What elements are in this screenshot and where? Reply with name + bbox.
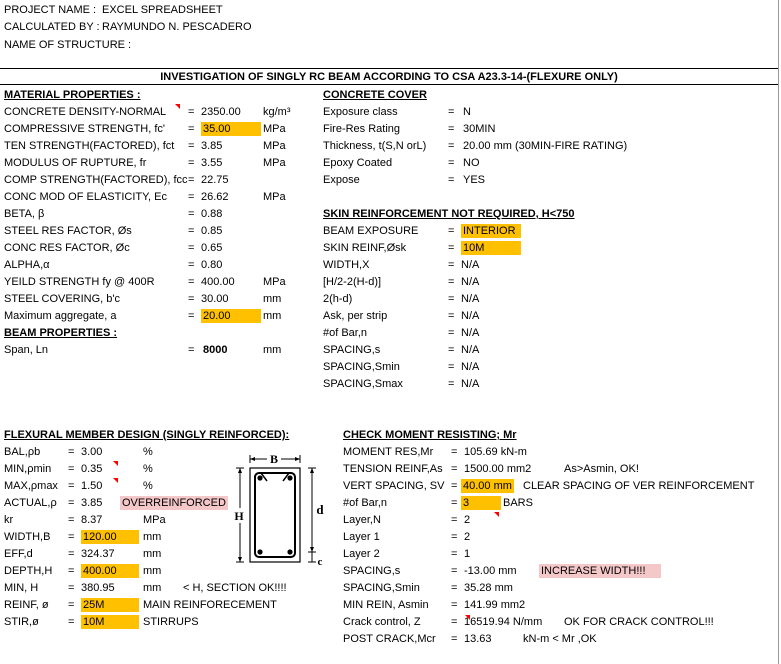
moment-row-note: INCREASE WIDTH!!!	[539, 564, 661, 578]
moment-row-value[interactable]: 13.63	[464, 633, 492, 645]
flexural-row-label: ACTUAL,ρ	[4, 497, 57, 509]
skin-reinforcement-heading: SKIN REINFORCEMENT NOT REQUIRED, H<750	[323, 208, 575, 220]
flexural-row-unit: MAIN REINFORECEMENT	[143, 599, 277, 611]
flexural-row-eq: =	[68, 548, 75, 560]
flexural-row-eq: =	[68, 616, 75, 628]
material-row-eq: =	[188, 208, 195, 220]
material-row-value[interactable]: 0.65	[201, 242, 223, 254]
comment-marker-icon	[113, 461, 118, 466]
moment-row-note: kN-m < Mr ,OK	[523, 633, 597, 645]
material-row-label: MODULUS OF RUPTURE, fr	[4, 157, 147, 169]
material-row-label: BETA, β	[4, 208, 45, 220]
cover-row-value[interactable]: YES	[463, 174, 486, 186]
title-border-top	[0, 68, 778, 69]
material-row-unit: MPa	[263, 140, 286, 152]
moment-row-eq: =	[451, 463, 458, 475]
material-row-value[interactable]: 0.80	[201, 259, 223, 271]
cover-row-label: Thickness, t(S,N orL)	[323, 140, 427, 152]
comment-marker-icon	[494, 512, 499, 517]
moment-row-label: TENSION REINF,As	[343, 463, 443, 475]
flexural-row-value[interactable]: 120.00	[81, 530, 139, 544]
skin-row-value[interactable]: N/A	[461, 276, 480, 288]
moment-row-value[interactable]: 2	[464, 531, 471, 543]
moment-row-note: As>Asmin, OK!	[564, 463, 639, 475]
moment-row-eq: =	[451, 565, 458, 577]
cover-row-eq: =	[448, 106, 455, 118]
skin-row-value[interactable]: N/A	[461, 378, 480, 390]
moment-row-eq: =	[451, 599, 458, 611]
flexural-row-eq: =	[68, 446, 75, 458]
skin-row-eq: =	[448, 310, 455, 322]
dim-d-label: d	[316, 502, 324, 517]
skin-row-eq: =	[448, 361, 455, 373]
span-value[interactable]: 8000	[203, 344, 228, 356]
moment-row-value[interactable]: 2	[464, 514, 471, 526]
skin-row-label: BEAM EXPOSURE	[323, 225, 419, 237]
material-row-label: COMPRESSIVE STRENGTH, fc'	[4, 123, 166, 135]
skin-row-eq: =	[448, 327, 455, 339]
cover-row-eq: =	[448, 140, 455, 152]
cover-row-eq: =	[448, 123, 455, 135]
material-row-value[interactable]: 3.85	[201, 140, 223, 152]
cover-row-value[interactable]: NO	[463, 157, 480, 169]
moment-row-value[interactable]: 1500.00 mm2	[464, 463, 532, 475]
flexural-row-label: WIDTH,B	[4, 531, 51, 543]
moment-row-value[interactable]: 40.00 mm	[463, 480, 512, 492]
skin-row-value[interactable]: INTERIOR	[461, 224, 521, 238]
material-properties-heading: MATERIAL PROPERTIES :	[4, 89, 141, 101]
material-row-label: Maximum aggregate, a	[4, 310, 117, 322]
moment-row-label: Layer,N	[343, 514, 381, 526]
skin-row-label: SPACING,s	[323, 344, 381, 356]
skin-row-label: SKIN REINF,Øsk	[323, 242, 407, 254]
flexural-row-label: MAX,ρmax	[4, 480, 58, 492]
skin-row-eq: =	[448, 293, 455, 305]
material-row-unit: mm	[263, 293, 282, 305]
flexural-row-eq: =	[68, 599, 75, 611]
material-row-value[interactable]: 0.88	[201, 208, 223, 220]
comment-marker-icon	[113, 478, 118, 483]
calculated-by-label: CALCULATED BY :	[4, 21, 100, 33]
material-row-label: COMP STRENGTH(FACTORED), fcc	[4, 174, 188, 186]
material-row-eq: =	[188, 276, 195, 288]
material-row-label: YEILD STRENGTH fy @ 400R	[4, 276, 155, 288]
moment-row-label: MIN REIN, Asmin	[343, 599, 429, 611]
flexural-row-eq: =	[68, 582, 75, 594]
moment-row-eq: =	[451, 497, 458, 509]
material-row-unit: MPa	[263, 157, 286, 169]
moment-row-eq: =	[451, 446, 458, 458]
moment-row-eq: =	[451, 480, 458, 492]
skin-row-eq: =	[448, 344, 455, 356]
material-row-eq: =	[188, 123, 195, 135]
material-row-value[interactable]: 35.00	[201, 122, 261, 136]
flexural-row-value[interactable]: 0.35	[81, 463, 103, 475]
material-row-value[interactable]: 22.75	[201, 174, 229, 186]
cover-row-value[interactable]: N	[463, 106, 471, 118]
flexural-row-unit: STIRRUPS	[143, 616, 199, 628]
flexural-row-eq: =	[68, 480, 75, 492]
skin-row-label: WIDTH,X	[323, 259, 370, 271]
flexural-row-label: REINF, ø	[4, 599, 49, 611]
flexural-row-label: BAL,ρb	[4, 446, 41, 458]
concrete-cover-heading: CONCRETE COVER	[323, 89, 427, 101]
comment-marker-icon	[175, 104, 180, 109]
moment-row-eq: =	[451, 548, 458, 560]
beam-section-diagram	[228, 448, 332, 574]
flexural-row-label: STIR,ø	[4, 616, 39, 628]
moment-row-note: OK FOR CRACK CONTROL!!!	[564, 616, 714, 628]
moment-row-label: SPACING,Smin	[343, 582, 420, 594]
moment-row-label: Layer 1	[343, 531, 380, 543]
moment-row-label: Crack control, Z	[343, 616, 421, 628]
material-row-value[interactable]: 2350.00	[201, 106, 241, 118]
flexural-row-eq: =	[68, 497, 75, 509]
flexural-row-value[interactable]: 324.37	[81, 548, 115, 560]
moment-row-note: BARS	[503, 497, 533, 509]
flexural-row-unit: mm	[143, 531, 162, 543]
sheet-title: INVESTIGATION OF SINGLY RC BEAM ACCORDING TO CSA A23.3-14-(FLEXURE ONLY)	[160, 71, 618, 83]
skin-row-eq: =	[448, 378, 455, 390]
skin-row-value[interactable]: N/A	[461, 259, 480, 271]
beam-properties-heading: BEAM PROPERTIES :	[4, 327, 118, 339]
flexural-row-eq: =	[68, 514, 75, 526]
skin-row-label: 2(h-d)	[323, 293, 353, 305]
flexural-row-label: MIN, H	[4, 582, 39, 594]
moment-row-eq: =	[451, 531, 458, 543]
material-row-label: STEEL RES FACTOR, Øs	[4, 225, 132, 237]
flexural-row-value[interactable]: 3.00	[81, 446, 103, 458]
flexural-row-eq: =	[68, 531, 75, 543]
material-row-value[interactable]: 3.55	[201, 157, 223, 169]
cover-row-label: Expose	[323, 174, 360, 186]
flexural-row-note: < H, SECTION OK!!!!	[183, 582, 287, 594]
flexural-row-label: MIN,ρmin	[4, 463, 52, 475]
material-row-eq: =	[188, 157, 195, 169]
title-border-bottom	[0, 84, 778, 85]
skin-row-value[interactable]: N/A	[461, 327, 480, 339]
moment-row-eq: =	[451, 633, 458, 645]
material-row-eq: =	[188, 191, 195, 203]
moment-row-value[interactable]: 16519.94 N/mm	[464, 616, 543, 628]
flexural-row-unit: mm	[143, 565, 162, 577]
material-row-unit: MPa	[263, 276, 286, 288]
material-row-unit: MPa	[263, 191, 286, 203]
moment-row-label: POST CRACK,Mcr	[343, 633, 436, 645]
skin-row-value[interactable]: N/A	[461, 293, 480, 305]
moment-row-value[interactable]: 1	[464, 548, 471, 560]
dim-h-label: H	[234, 509, 244, 523]
moment-row-eq: =	[451, 616, 458, 628]
cover-row-eq: =	[448, 157, 455, 169]
moment-row-label: VERT SPACING, SV	[343, 480, 445, 492]
cover-row-eq: =	[448, 174, 455, 186]
flexural-row-value[interactable]: 8.37	[81, 514, 103, 526]
skin-row-value[interactable]: N/A	[461, 310, 480, 322]
moment-row-label: #of Bar,n	[343, 497, 388, 509]
material-row-label: STEEL COVERING, b'c	[4, 293, 120, 305]
dim-b-label: B	[269, 452, 279, 466]
moment-row-value[interactable]: 3	[461, 496, 501, 510]
flexural-row-label: DEPTH,H	[4, 565, 53, 577]
skin-row-label: #of Bar,n	[323, 327, 368, 339]
moment-row-label: SPACING,s	[343, 565, 401, 577]
material-row-label: ALPHA,α	[4, 259, 50, 271]
cover-row-value[interactable]: 20.00 mm (30MIN-FIRE RATING)	[463, 140, 628, 152]
structure-name-label: NAME OF STRUCTURE :	[4, 39, 132, 51]
moment-row-value[interactable]: -13.00 mm	[464, 565, 517, 577]
project-name-label: PROJECT NAME :	[4, 4, 97, 16]
moment-row-note: CLEAR SPACING OF VER REINFORCEMENT	[523, 480, 755, 492]
sheet-border	[778, 0, 779, 664]
moment-check-heading: CHECK MOMENT RESISTING; Mr	[343, 429, 517, 441]
flexural-row-label: kr	[4, 514, 14, 526]
skin-row-label: Ask, per strip	[323, 310, 388, 322]
material-row-label: TEN STRENGTH(FACTORED), fct	[4, 140, 175, 152]
material-row-unit: MPa	[263, 123, 286, 135]
span-unit: mm	[263, 344, 282, 356]
moment-row-eq: =	[451, 582, 458, 594]
flexural-row-value[interactable]: 3.85	[81, 497, 103, 509]
flexural-row-value[interactable]: 380.95	[81, 582, 115, 594]
project-name-value[interactable]: EXCEL SPREADSHEET	[102, 4, 223, 16]
material-row-eq: =	[188, 293, 195, 305]
material-row-value[interactable]: 26.62	[201, 191, 229, 203]
material-row-label: CONCRETE DENSITY-NORMAL	[4, 106, 167, 118]
span-eq: =	[188, 344, 195, 356]
skin-row-value[interactable]: N/A	[461, 344, 480, 356]
material-row-eq: =	[188, 242, 195, 254]
calculated-by-value[interactable]: RAYMUNDO N. PESCADERO	[102, 21, 252, 33]
skin-row-eq: =	[448, 276, 455, 288]
moment-row-label: Layer 2	[343, 548, 380, 560]
material-row-value[interactable]: 400.00	[201, 276, 235, 288]
material-row-value[interactable]: 20.00	[201, 309, 261, 323]
material-row-unit: kg/m³	[263, 106, 291, 118]
skin-row-eq: =	[448, 242, 455, 254]
flexural-row-eq: =	[68, 565, 75, 577]
material-row-eq: =	[188, 174, 195, 186]
flexural-row-unit: %	[143, 463, 153, 475]
flexural-row-value[interactable]: 1.50	[81, 480, 103, 492]
skin-row-label: SPACING,Smin	[323, 361, 400, 373]
material-row-value[interactable]: 30.00	[201, 293, 229, 305]
material-row-unit: mm	[263, 310, 282, 322]
cover-row-value[interactable]: 30MIN	[463, 123, 496, 135]
moment-row-value[interactable]: 35.28 mm	[464, 582, 513, 594]
moment-row-value[interactable]: 141.99 mm2	[464, 599, 526, 611]
flexural-design-heading: FLEXURAL MEMBER DESIGN (SINGLY REINFORCED):	[4, 429, 290, 441]
flexural-row-unit: %	[143, 480, 153, 492]
span-label: Span, Ln	[4, 344, 49, 356]
cover-row-label: Fire-Res Rating	[323, 123, 401, 135]
cover-row-label: Epoxy Coated	[323, 157, 393, 169]
flexural-row-label: EFF,d	[4, 548, 33, 560]
material-row-eq: =	[188, 310, 195, 322]
material-row-eq: =	[188, 225, 195, 237]
flexural-row-eq: =	[68, 463, 75, 475]
material-row-label: CONC RES FACTOR, Øc	[4, 242, 130, 254]
flexural-row-unit: MPa	[143, 514, 166, 526]
flexural-row-value[interactable]: 400.00	[81, 564, 139, 578]
skin-row-eq: =	[448, 225, 455, 237]
skin-row-value[interactable]: 10M	[461, 241, 521, 255]
flexural-row-unit: mm	[143, 548, 162, 560]
material-row-eq: =	[188, 259, 195, 271]
material-row-value[interactable]: 0.85	[201, 225, 223, 237]
skin-row-eq: =	[448, 259, 455, 271]
cover-row-label: Exposure class	[323, 106, 398, 118]
dim-c-label: c	[317, 556, 323, 568]
material-row-eq: =	[188, 106, 195, 118]
skin-row-value[interactable]: N/A	[461, 361, 480, 373]
moment-row-value[interactable]: 105.69 kN-m	[464, 446, 527, 458]
comment-marker-icon	[465, 615, 470, 620]
flexural-row-unit: %	[143, 446, 153, 458]
moment-row-label: MOMENT RES,Mr	[343, 446, 434, 458]
flexural-row-value[interactable]: 25M	[81, 598, 139, 612]
material-row-label: CONC MOD OF ELASTICITY, Ec	[4, 191, 167, 203]
material-row-eq: =	[188, 140, 195, 152]
moment-row-eq: =	[451, 514, 458, 526]
flexural-row-note: OVERREINFORCED	[120, 496, 228, 510]
flexural-row-value[interactable]: 10M	[81, 615, 139, 629]
skin-row-label: [H/2-2(H-d)]	[323, 276, 382, 288]
skin-row-label: SPACING,Smax	[323, 378, 403, 390]
flexural-row-unit: mm	[143, 582, 162, 594]
